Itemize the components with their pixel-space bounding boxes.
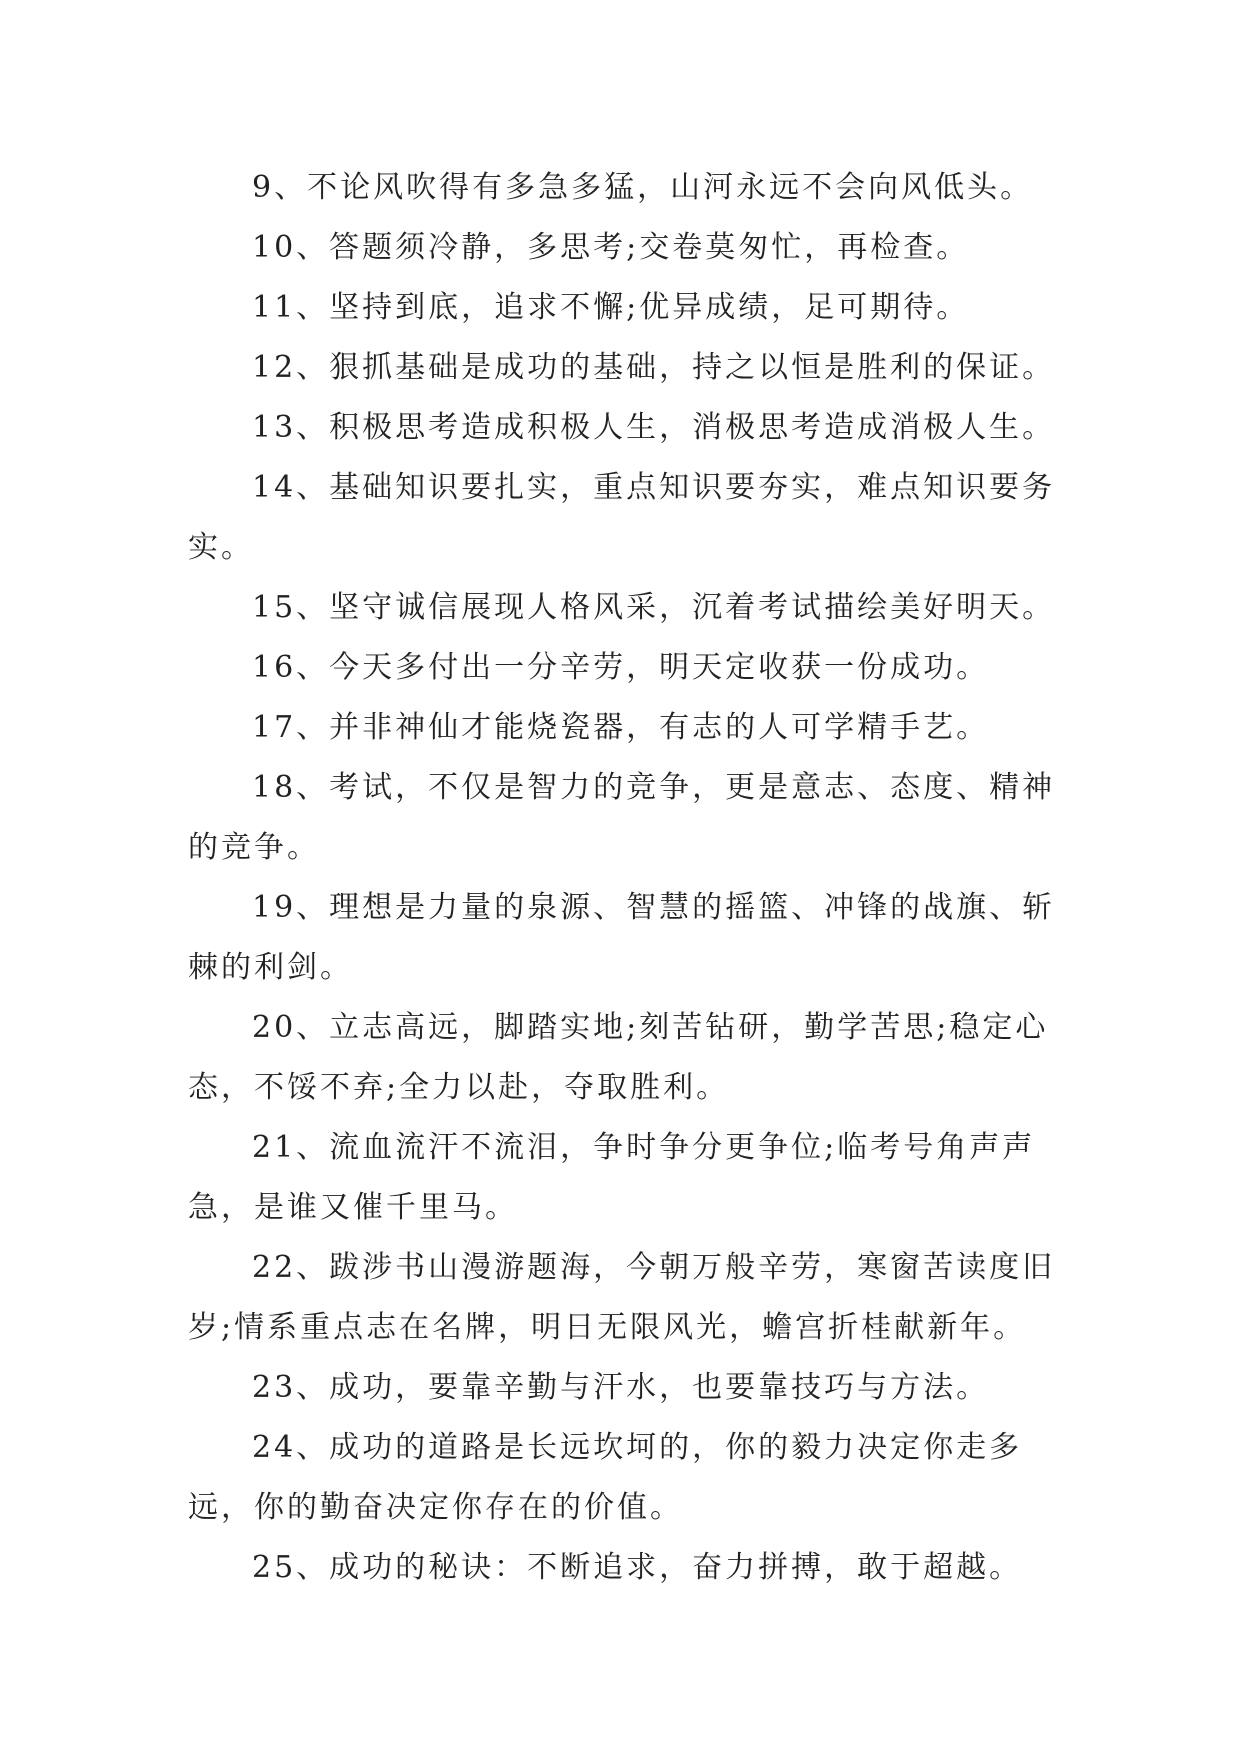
paragraph-24: 24、成功的道路是长远坎坷的，你的毅力决定你走多远，你的勤奋决定你存在的价值。 (188, 1430, 1023, 1525)
paragraph-18: 18、考试，不仅是智力的竞争，更是意志、态度、精神的竞争。 (188, 770, 1056, 865)
paragraph-15: 15、坚守诚信展现人格风采，沉着考试描绘美好明天。 (252, 590, 1056, 625)
paragraph-9: 9、不论风吹得有多急多猛，山河永远不会向风低头。 (252, 170, 1034, 205)
paragraph-21: 21、流血流汗不流泪，争时争分更争位;临考号角声声急，是谁又催千里马。 (188, 1130, 1036, 1225)
paragraph-25: 25、成功的秘诀：不断追求，奋力拼搏，敢于超越。 (252, 1550, 1023, 1585)
paragraph-16: 16、今天多付出一分辛劳，明天定收获一份成功。 (252, 650, 990, 685)
document-body (188, 158, 1068, 1598)
paragraph-11: 11、坚持到底，追求不懈;优异成绩，足可期待。 (252, 290, 970, 325)
paragraph-19: 19、理想是力量的泉源、智慧的摇篮、冲锋的战旗、斩棘的利剑。 (188, 890, 1056, 985)
paragraph-20: 20、立志高远，脚踏实地;刻苦钻研，勤学苦思;稳定心态，不馁不弃;全力以赴，夺取胜利。 (188, 1010, 1049, 1105)
paragraph-14: 14、基础知识要扎实，重点知识要夯实，难点知识要务实。 (188, 470, 1056, 565)
paragraph-17: 17、并非神仙才能烧瓷器，有志的人可学精手艺。 (252, 710, 990, 745)
paragraph-12: 12、狠抓基础是成功的基础，持之以恒是胜利的保证。 (252, 350, 1056, 385)
paragraph-23: 23、成功，要靠辛勤与汗水，也要靠技巧与方法。 (252, 1370, 990, 1405)
paragraph-22: 22、跋涉书山漫游题海，今朝万般辛劳，寒窗苦读度旧岁;情系重点志在名牌，明日无限风光，蟾宫折桂献新年。 (188, 1250, 1056, 1345)
paragraph-10: 10、答题须冷静，多思考;交卷莫匆忙，再检查。 (252, 230, 970, 265)
paragraph-13: 13、积极思考造成积极人生，消极思考造成消极人生。 (252, 410, 1056, 445)
